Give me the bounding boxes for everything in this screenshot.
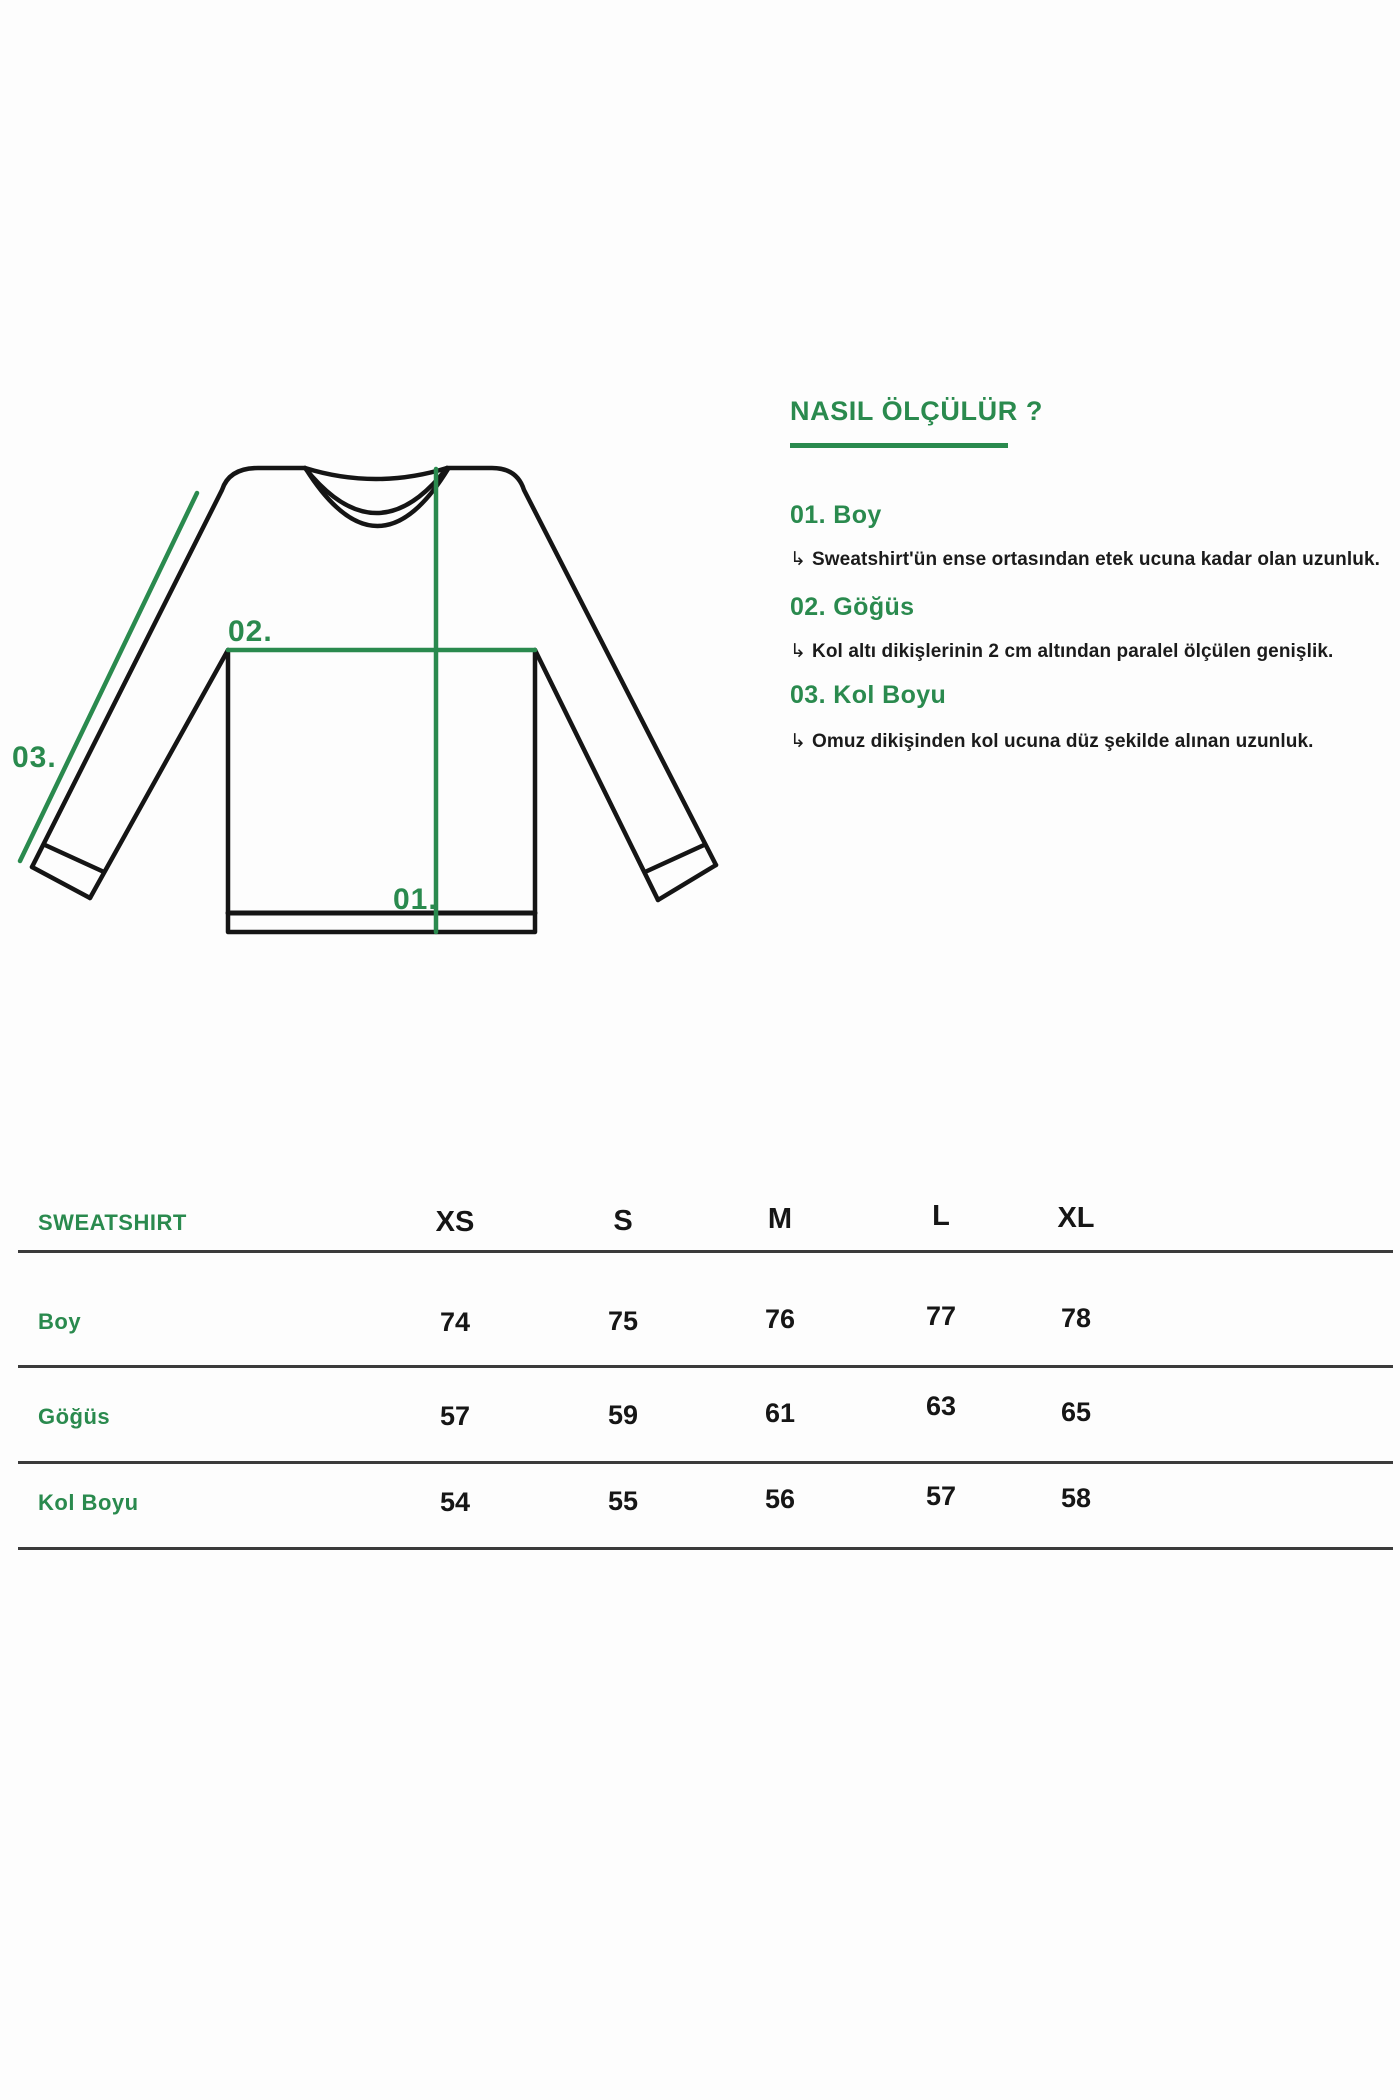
row-label-gogus: Göğüs (38, 1403, 111, 1429)
collar-back-icon (305, 468, 447, 479)
size-col-header-l: L (932, 1200, 950, 1232)
right-cuff-seam (645, 845, 704, 872)
kol-boyu-m-value: 56 (764, 1484, 796, 1514)
section-heading-kol-boyu: 03. Kol Boyu (790, 681, 947, 709)
left-sleeve-outline (32, 468, 305, 867)
left-cuff-end (32, 867, 90, 898)
label-length: 01. (393, 883, 438, 916)
gogus-xs-value: 57 (439, 1401, 471, 1431)
boy-l-value: 77 (925, 1300, 957, 1331)
measurement-lines (20, 469, 535, 932)
left-sleeve-inner (90, 650, 228, 898)
label-chest: 02. (228, 615, 273, 648)
section-desc-boy-text: Sweatshirt'ün ense ortasından etek ucuna kadar olan uzunluk. (812, 549, 1381, 570)
table-row-kol-boyu (18, 1434, 1393, 1550)
boy-xl-value: 78 (1060, 1302, 1092, 1333)
section-desc-gogus-text: Kol altı dikişlerinin 2 cm altından paralel ölçülen genişlik. (812, 641, 1334, 662)
row-label-kol-boyu: Kol Boyu (38, 1489, 139, 1515)
panel-title: NASIL ÖLÇÜLÜR ? (790, 396, 1043, 426)
sweatshirt-diagram (0, 420, 760, 980)
size-col-header-s: S (613, 1205, 633, 1237)
arrow-icon: ↳ (790, 730, 807, 752)
how-to-measure-panel (790, 0, 1400, 980)
boy-xs-value: 74 (439, 1306, 471, 1337)
gogus-l-value: 63 (925, 1391, 957, 1421)
kol-boyu-l-value: 57 (925, 1481, 957, 1511)
right-sleeve-outline (447, 468, 716, 865)
kol-boyu-s-value: 55 (607, 1486, 639, 1516)
title-underline (790, 443, 1008, 448)
right-sleeve-inner (535, 650, 658, 900)
body-outline (228, 650, 535, 932)
gogus-m-value: 61 (764, 1398, 796, 1428)
row-label-boy: Boy (38, 1309, 82, 1334)
arrow-icon: ↳ (790, 548, 807, 570)
section-heading-boy: 01. Boy (790, 501, 882, 529)
arrow-icon: ↳ (790, 640, 807, 662)
left-cuff-seam (45, 845, 104, 872)
section-desc-kol-boyu-text: Omuz dikişinden kol ucuna düz şekilde alınan uzunluk. (812, 731, 1314, 752)
section-desc-kol-boyu (790, 730, 1314, 753)
right-cuff-end (658, 865, 716, 900)
section-desc-gogus (790, 640, 1333, 663)
gogus-s-value: 59 (607, 1400, 639, 1430)
product-name: SWEATSHIRT (38, 1209, 187, 1235)
measure-line-sleeve (20, 493, 197, 861)
size-table-header-row (18, 1195, 1393, 1253)
kol-boyu-xl-value: 58 (1060, 1483, 1092, 1513)
size-col-header-xs: XS (435, 1206, 475, 1238)
section-heading-gogus: 02. Göğüs (790, 593, 915, 621)
kol-boyu-xs-value: 54 (439, 1487, 471, 1517)
boy-m-value: 76 (764, 1303, 796, 1334)
gogus-xl-value: 65 (1060, 1397, 1092, 1427)
label-sleeve: 03. (12, 741, 57, 774)
size-col-header-m: M (767, 1203, 793, 1235)
section-desc-boy (790, 548, 1380, 571)
boy-s-value: 75 (607, 1305, 639, 1336)
size-col-header-xl: XL (1057, 1202, 1095, 1234)
sweatshirt-outline (32, 468, 716, 932)
